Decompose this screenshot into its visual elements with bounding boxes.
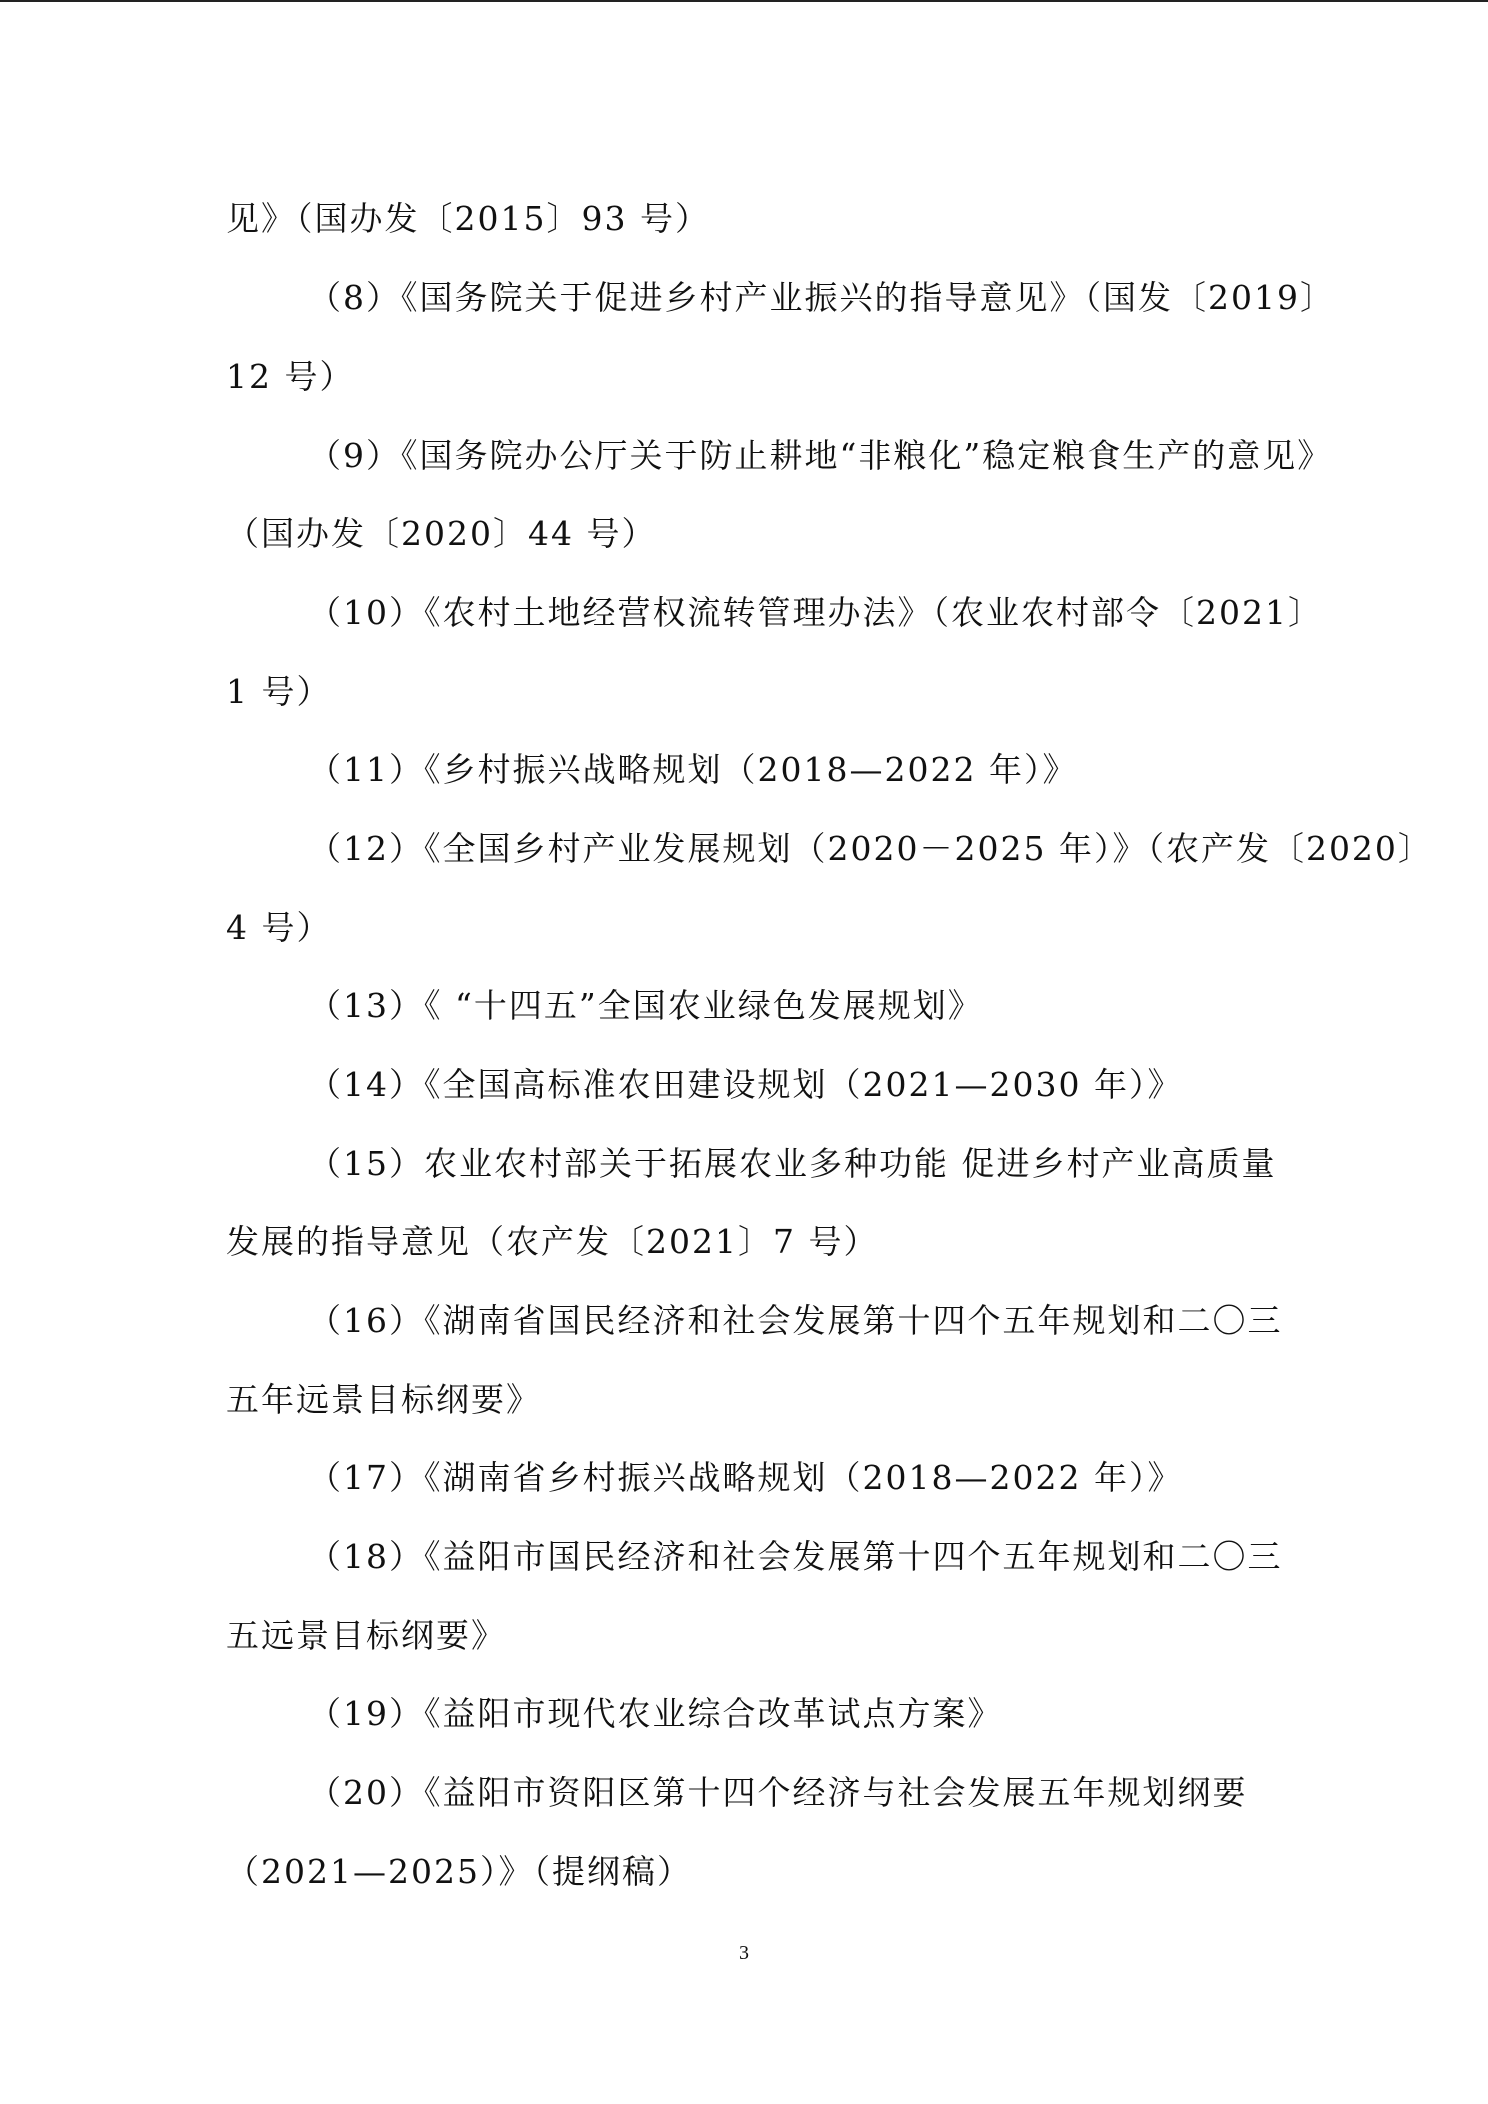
text-line: 4 号） <box>226 908 332 947</box>
text-line: 五年远景目标纲要》 <box>226 1380 541 1419</box>
text-line: （11）《乡村振兴战略规划（2018—2022 年）》 <box>308 750 1078 789</box>
text-line: （10）《农村土地经营权流转管理办法》（农业农村部令〔2021〕 <box>308 593 1323 632</box>
text-line: （14）《全国高标准农田建设规划（2021—2030 年）》 <box>308 1065 1183 1104</box>
page-top-border <box>0 0 1488 2</box>
text-line: （9）《国务院办公厅关于防止耕地“非粮化”稳定粮食生产的意见》 <box>308 436 1333 475</box>
text-line: （16）《湖南省国民经济和社会发展第十四个五年规划和二〇三 <box>308 1301 1283 1340</box>
text-line: （2021—2025）》（提纲稿） <box>226 1852 692 1891</box>
text-line: （13）《 “十四五”全国农业绿色发展规划》 <box>308 986 983 1025</box>
text-line: （20）《益阳市资阳区第十四个经济与社会发展五年规划纲要 <box>308 1773 1248 1812</box>
text-line: （12）《全国乡村产业发展规划（2020－2025 年）》（农产发〔2020〕 <box>308 829 1433 868</box>
text-line: （18）《益阳市国民经济和社会发展第十四个五年规划和二〇三 <box>308 1537 1283 1576</box>
text-line: （15）农业农村部关于拓展农业多种功能 促进乡村产业高质量 <box>308 1144 1277 1183</box>
page-number: 3 <box>739 1942 749 1964</box>
text-line: 12 号） <box>226 357 355 396</box>
text-line: （17）《湖南省乡村振兴战略规划（2018—2022 年）》 <box>308 1458 1183 1497</box>
text-line: 五远景目标纲要》 <box>226 1616 506 1655</box>
text-line: （国办发〔2020〕44 号） <box>226 514 657 553</box>
text-line: 发展的指导意见（农产发〔2021〕7 号） <box>226 1222 879 1261</box>
text-line: （8）《国务院关于促进乡村产业振兴的指导意见》（国发〔2019〕 <box>308 278 1335 317</box>
text-line: 见》（国办发〔2015〕93 号） <box>226 199 710 238</box>
text-line: 1 号） <box>226 672 332 711</box>
text-line: （19）《益阳市现代农业综合改革试点方案》 <box>308 1694 1003 1733</box>
